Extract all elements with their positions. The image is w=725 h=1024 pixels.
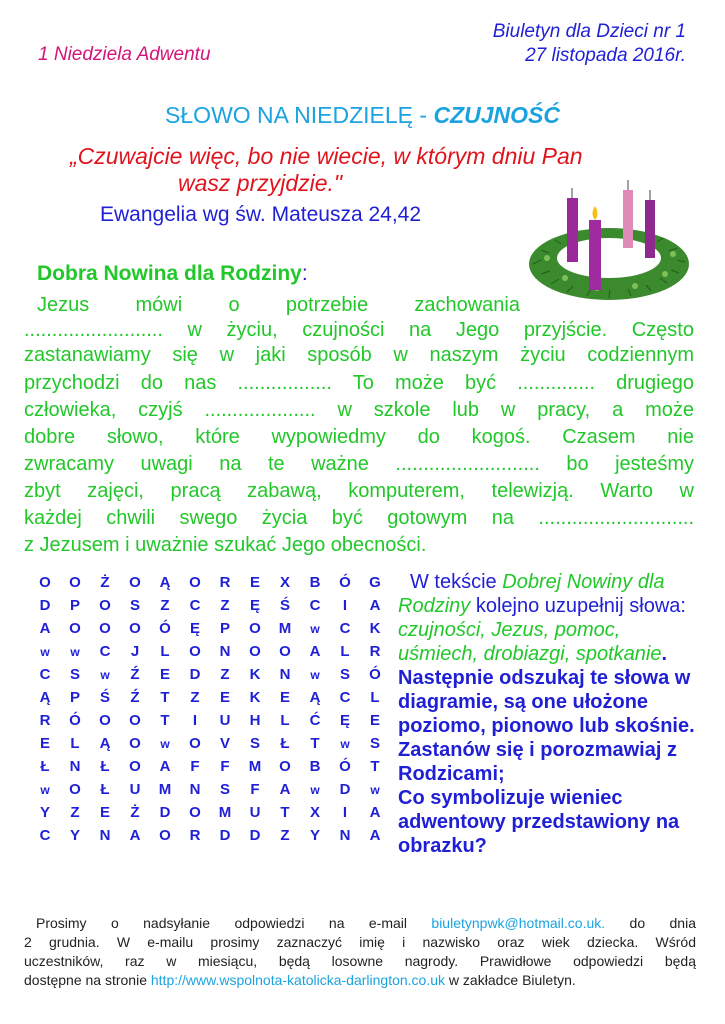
wordsearch-cell: T <box>160 689 170 706</box>
wordsearch-cell: T <box>370 758 380 775</box>
wordsearch-cell: K <box>369 620 381 637</box>
wordsearch-cell: B <box>309 574 321 591</box>
wordsearch-cell: Ś <box>99 689 110 706</box>
instr-part-3: . Następnie odszukaj te słowa w diagramie, są one ułożone poziomo, pionowo lub skośnie. Zastanów się i porozmawiaj z Rodzicami; <box>398 643 695 785</box>
wordsearch-cell: D <box>189 666 201 683</box>
wordsearch-cell: Ó <box>159 620 171 637</box>
wordsearch-cell: E <box>369 712 380 729</box>
wordsearch-cell: T <box>160 712 170 729</box>
wordsearch-cell: N <box>219 643 231 660</box>
wordsearch-cell: Z <box>70 804 80 821</box>
bulletin-header <box>400 20 686 68</box>
wordsearch-cell: Ź <box>130 666 140 683</box>
wordsearch-cell: w <box>70 644 80 659</box>
wordsearch-cell: Z <box>220 666 230 683</box>
instr-source: Dobrej Nowiny dla Rodziny <box>398 571 665 617</box>
wordsearch-cell: Ś <box>279 597 290 614</box>
wordsearch-cell: L <box>70 735 80 752</box>
good-news-heading <box>37 262 308 286</box>
wordsearch-cell: E <box>249 574 260 591</box>
good-news-line: zwracamy uwagi na te ważne .......................... bo jesteśmy <box>24 453 694 475</box>
good-news-line: dobre słowo, które wypowiedmy do kogoś. Czasem nie <box>24 426 694 448</box>
good-news-line: z Jezusem i uważnie szukać Jego obecności. <box>24 534 427 556</box>
footer-text: dostępne na stronie <box>24 972 151 988</box>
wordsearch-cell: N <box>99 827 111 844</box>
wordsearch-cell: Ł <box>40 758 50 775</box>
bulletin-date: 27 listopada 2016r. <box>525 45 686 66</box>
wordsearch-cell: Z <box>190 689 200 706</box>
wordsearch-cell: F <box>250 781 260 798</box>
wordsearch-cell: N <box>69 758 81 775</box>
wordsearch-row <box>30 594 390 617</box>
footer <box>24 914 696 990</box>
wordsearch-cell: U <box>129 781 141 798</box>
wordsearch-cell: E <box>99 804 110 821</box>
wordsearch-cell: S <box>129 597 140 614</box>
wordsearch-row <box>30 709 390 732</box>
good-news-line: człowieka, czyjś .................... w szkole lub w pracy, a może <box>24 399 694 421</box>
wordsearch-cell: D <box>219 827 231 844</box>
wordsearch-cell: Z <box>220 597 230 614</box>
wordsearch-cell: O <box>99 712 111 729</box>
wordsearch-cell: K <box>249 666 261 683</box>
wordsearch-cell: O <box>129 620 141 637</box>
quote-line-1: „Czuwajcie więc, bo nie wiecie, w którym dniu Pan <box>70 143 583 169</box>
wordsearch-cell: w <box>40 782 50 797</box>
footer-line-4 <box>24 971 696 990</box>
wordsearch-cell: Ę <box>339 712 350 729</box>
wordsearch-cell: A <box>279 781 291 798</box>
wordsearch-cell: Ą <box>159 574 171 591</box>
wordsearch-row <box>30 686 390 709</box>
wordsearch-row <box>30 778 390 801</box>
wordsearch-cell: N <box>339 827 351 844</box>
wordsearch-cell: Y <box>39 804 50 821</box>
wordsearch-cell: L <box>160 643 170 660</box>
wordsearch-cell: K <box>249 689 261 706</box>
wordsearch-cell: O <box>69 620 81 637</box>
wordsearch-cell: M <box>218 804 232 821</box>
task-instructions <box>398 570 698 858</box>
wordsearch-cell: Ą <box>99 735 111 752</box>
wordsearch-cell: O <box>279 758 291 775</box>
wordsearch-cell: O <box>249 620 261 637</box>
wordsearch-cell: U <box>219 712 231 729</box>
footer-text: Prosimy o nadsyłanie odpowiedzi na e-mail <box>36 915 432 931</box>
wordsearch-cell: S <box>369 735 380 752</box>
wordsearch-cell: C <box>339 689 351 706</box>
wordsearch-cell: T <box>310 735 320 752</box>
email-link[interactable]: biuletynpwk@hotmail.co.uk. <box>431 915 606 931</box>
wordsearch-cell: T <box>280 804 290 821</box>
wordsearch-cell: A <box>129 827 141 844</box>
advent-wreath-icon <box>527 178 692 304</box>
wordsearch-cell: X <box>279 574 290 591</box>
wordsearch-cell: Ł <box>100 758 110 775</box>
good-news-colon: : <box>301 262 308 285</box>
wordsearch-cell: Ż <box>130 804 140 821</box>
gospel-reference: Ewangelia wg św. Mateusza 24,42 <box>100 203 422 226</box>
wordsearch-cell: O <box>129 758 141 775</box>
wordsearch-cell: I <box>342 804 348 821</box>
wordsearch-cell: D <box>249 827 261 844</box>
wordsearch-cell: O <box>39 574 51 591</box>
good-news-line: każdej chwili swego życia być gotowym na ............................ <box>24 507 694 529</box>
wordsearch-cell: C <box>309 597 321 614</box>
wordsearch-cell: C <box>39 666 51 683</box>
good-news-line: Jezus mówi o potrzebie zachowania <box>37 294 520 316</box>
wordsearch-cell: M <box>158 781 172 798</box>
sunday-label: 1 Niedziela Adwentu <box>38 44 211 65</box>
wordsearch-cell: A <box>369 804 381 821</box>
instr-words: czujności, Jezus, pomoc, uśmiech, drobiazgi, spotkanie <box>398 619 662 665</box>
wordsearch-cell: S <box>69 666 80 683</box>
wordsearch-row <box>30 663 390 686</box>
wordsearch-cell: Ó <box>69 712 81 729</box>
wordsearch-cell: A <box>159 758 171 775</box>
wordsearch-cell: w <box>310 667 320 682</box>
footer-text: w zakładce Biuletyn. <box>445 972 576 988</box>
wordsearch-cell: A <box>369 597 381 614</box>
wordsearch-cell: N <box>279 666 291 683</box>
wordsearch-cell: S <box>249 735 260 752</box>
wordsearch-cell: V <box>219 735 230 752</box>
wordsearch-cell: C <box>99 643 111 660</box>
wordsearch-cell: F <box>190 758 200 775</box>
good-news-line: zbyt zajęci, pracą zabawą, komputerem, telewizją. Warto w <box>24 480 694 502</box>
wordsearch-cell: H <box>249 712 261 729</box>
wordsearch-cell: O <box>189 574 201 591</box>
wordsearch-cell: J <box>130 643 140 660</box>
wordsearch-cell: M <box>248 758 262 775</box>
wordsearch-row <box>30 801 390 824</box>
instr-part-1: W tekście <box>410 571 503 593</box>
wordsearch-cell: C <box>189 597 201 614</box>
wordsearch-cell: E <box>159 666 170 683</box>
wordsearch-cell: O <box>189 804 201 821</box>
wordsearch-cell: I <box>342 597 348 614</box>
wordsearch-row <box>30 732 390 755</box>
wordsearch-cell: w <box>310 621 320 636</box>
wordsearch-cell: O <box>69 781 81 798</box>
wordsearch-cell: O <box>159 827 171 844</box>
wordsearch-cell: N <box>189 781 201 798</box>
good-news-line: zastanawiamy się w jaki sposób w naszym życiu codziennym <box>24 344 694 366</box>
wordsearch-cell: G <box>369 574 381 591</box>
wordsearch-cell: Ź <box>130 689 140 706</box>
wordsearch-cell: A <box>369 827 381 844</box>
wordsearch-cell: Ó <box>369 666 381 683</box>
wordsearch-cell: Z <box>280 827 290 844</box>
wordsearch-cell: Ó <box>339 758 351 775</box>
wordsearch-cell: O <box>249 643 261 660</box>
wordsearch-cell: O <box>69 574 81 591</box>
wordsearch-cell: Y <box>69 827 80 844</box>
wordsearch-cell: P <box>219 620 230 637</box>
wordsearch-cell: Ł <box>280 735 290 752</box>
wordsearch-row <box>30 571 390 594</box>
wordsearch-cell: O <box>279 643 291 660</box>
footer-line-2: 2 grudnia. W e-mailu prosimy zaznaczyć imię i nazwisko oraz wiek dziecka. Wśród <box>24 934 696 950</box>
wordsearch-cell: w <box>370 782 380 797</box>
wordsearch-cell: Ć <box>309 712 321 729</box>
wordsearch-cell: B <box>309 758 321 775</box>
wordsearch-cell: E <box>279 689 290 706</box>
wordsearch-cell: Z <box>160 597 170 614</box>
wordsearch-cell: R <box>189 827 201 844</box>
wordsearch-cell: D <box>39 597 51 614</box>
good-news-line: ......................... w życiu, czujności na Jego przyjście. Często <box>24 319 694 341</box>
wordsearch-cell: O <box>99 597 111 614</box>
quote-line-2: wasz przyjdzie." <box>178 170 343 196</box>
wordsearch-cell: P <box>69 597 80 614</box>
instr-part-2: kolejno uzupełnij słowa: <box>470 595 686 617</box>
wordsearch-row <box>30 640 390 663</box>
wordsearch-row <box>30 617 390 640</box>
wordsearch-cell: w <box>340 736 350 751</box>
wordsearch-cell: O <box>129 712 141 729</box>
title-prefix: SŁOWO NA NIEDZIELĘ - <box>165 102 434 128</box>
wordsearch-cell: O <box>189 735 201 752</box>
wordsearch-cell: R <box>39 712 51 729</box>
page-title <box>0 102 725 129</box>
wordsearch-cell: Ą <box>309 689 321 706</box>
wordsearch-cell: Ż <box>100 574 110 591</box>
wordsearch-cell: E <box>219 689 230 706</box>
footer-line-1 <box>24 914 696 933</box>
wordsearch-cell: F <box>220 758 230 775</box>
good-news-heading-text: Dobra Nowina dla Rodziny <box>37 262 302 285</box>
bulletin-number: Biuletyn dla Dzieci nr 1 <box>492 21 686 42</box>
wordsearch-row <box>30 824 390 847</box>
wordsearch-cell: L <box>340 643 350 660</box>
wordsearch-cell: O <box>99 620 111 637</box>
instr-question: Co symbolizuje wieniec adwentowy przedstawiony na obrazku? <box>398 787 680 857</box>
wordsearch-cell: O <box>189 643 201 660</box>
wordsearch-cell: O <box>129 735 141 752</box>
wordsearch-cell: S <box>219 781 230 798</box>
wordsearch-grid <box>30 571 390 847</box>
wordsearch-cell: I <box>192 712 198 729</box>
wordsearch-cell: S <box>339 666 350 683</box>
wordsearch-cell: Ę <box>189 620 200 637</box>
wordsearch-cell: E <box>39 735 50 752</box>
wordsearch-cell: C <box>39 827 51 844</box>
wordsearch-cell: D <box>339 781 351 798</box>
wordsearch-cell: C <box>339 620 351 637</box>
wordsearch-cell: L <box>280 712 290 729</box>
wordsearch-cell: R <box>219 574 231 591</box>
wordsearch-cell: w <box>40 644 50 659</box>
wordsearch-cell: A <box>39 620 51 637</box>
wordsearch-cell: P <box>69 689 80 706</box>
wordsearch-cell: Y <box>309 827 320 844</box>
wordsearch-row <box>30 755 390 778</box>
wordsearch-cell: Ó <box>339 574 351 591</box>
wordsearch-cell: w <box>310 782 320 797</box>
wordsearch-cell: Ę <box>249 597 260 614</box>
wordsearch-cell: Ą <box>39 689 51 706</box>
wordsearch-cell: D <box>159 804 171 821</box>
wordsearch-cell: R <box>369 643 381 660</box>
footer-text: do dnia <box>605 915 696 931</box>
wordsearch-cell: Ł <box>100 781 110 798</box>
wordsearch-cell: w <box>100 667 110 682</box>
footer-line-3: uczestników, raz w miesiącu, będą losowne nagrody. Prawidłowe odpowiedzi będą <box>24 953 696 969</box>
wordsearch-cell: L <box>370 689 380 706</box>
wordsearch-cell: X <box>309 804 320 821</box>
wordsearch-cell: U <box>249 804 261 821</box>
wordsearch-cell: w <box>160 736 170 751</box>
wordsearch-cell: O <box>129 574 141 591</box>
wordsearch-cell: M <box>278 620 292 637</box>
website-link[interactable]: http://www.wspolnota-katolicka-darlington.co.uk <box>150 972 446 988</box>
title-theme: CZUJNOŚĆ <box>433 102 560 128</box>
wordsearch-cell: A <box>309 643 321 660</box>
good-news-line: przychodzi do nas ................. To może być .............. drugiego <box>24 372 694 394</box>
